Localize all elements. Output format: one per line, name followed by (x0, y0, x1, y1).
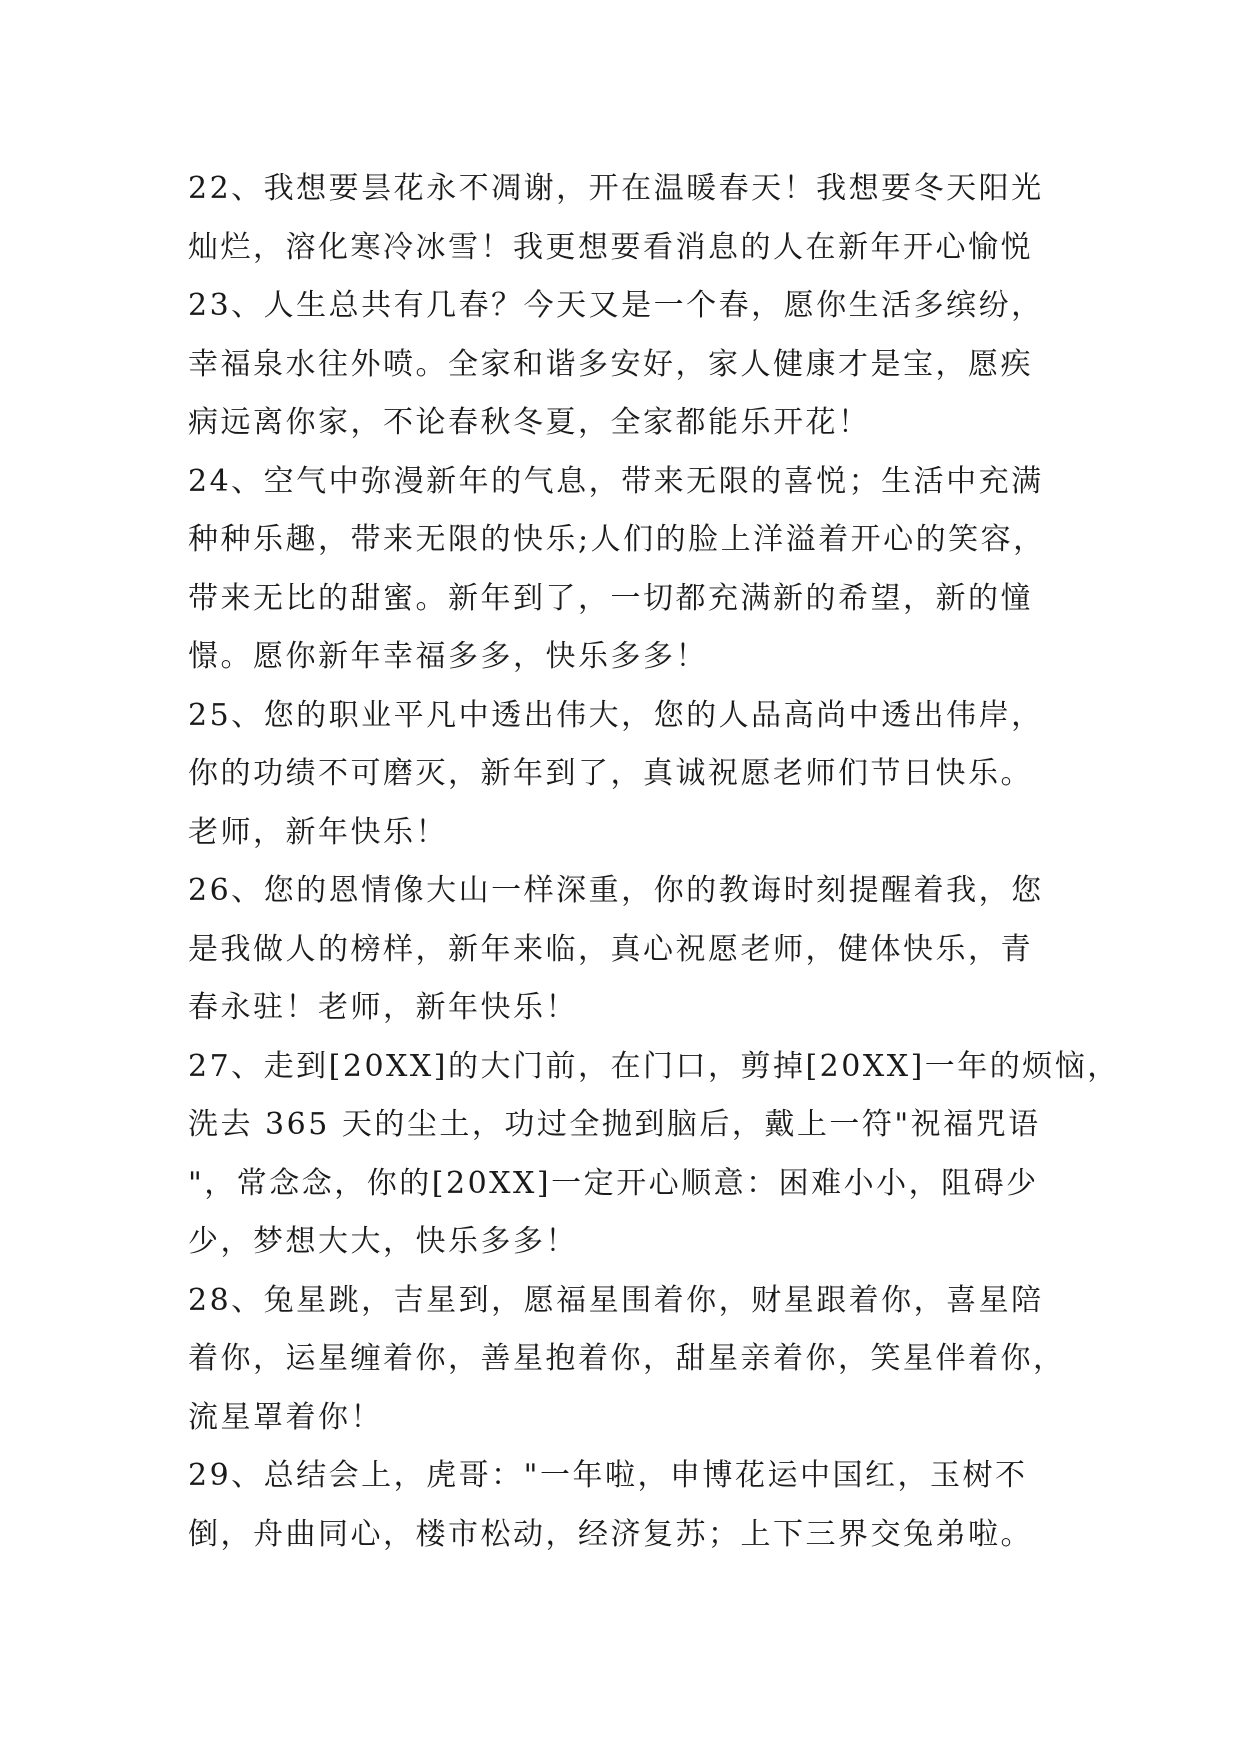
text-line: 28、兔星跳，吉星到，愿福星围着你，财星跟着你，喜星陪 (188, 1282, 1044, 1318)
text-line: 是我做人的榜样，新年来临，真心祝愿老师，健体快乐，青 (188, 931, 1033, 967)
text-line: 灿烂，溶化寒冷冰雪！我更想要看消息的人在新年开心愉悦 (188, 229, 1033, 265)
text-line: 少，梦想大大，快乐多多！ (188, 1224, 578, 1259)
text-line: 病远离你家，不论春秋冬夏，全家都能乐开花！ (188, 405, 871, 440)
text-line: 洗去 365 天的尘土，功过全抛到脑后，戴上一符"祝福咒语 (188, 1107, 1041, 1142)
text-line: 幸福泉水往外喷。全家和谐多安好，家人健康才是宝，愿疾 (188, 346, 1033, 382)
text-line: 憬。愿你新年幸福多多，快乐多多！ (188, 639, 708, 674)
text-line: 春永驻！老师，新年快乐！ (188, 990, 578, 1025)
text-line: 流星罩着你！ (188, 1399, 383, 1435)
text-line: 25、您的职业平凡中透出伟大，您的人品高尚中透出伟岸， (188, 697, 1044, 733)
text-line: 26、您的恩情像大山一样深重，你的教诲时刻提醒着我，您 (188, 873, 1044, 908)
text-line: 23、人生总共有几春？今天又是一个春，愿你生活多缤纷， (188, 288, 1044, 323)
text-line: 27、走到[20XX]的大门前，在门口，剪掉[20XX]一年的烦恼， (188, 1048, 1120, 1084)
text-line: 着你，运星缠着你，善星抱着你，甜星亲着你，笑星伴着你， (188, 1341, 1066, 1376)
text-line: "，常念念，你的[20XX]一定开心顺意：困难小小，阻碍少 (188, 1165, 1039, 1201)
text-line: 老师，新年快乐！ (188, 814, 448, 850)
text-line: 29、总结会上，虎哥："一年啦，申博花运中国红，玉树不 (188, 1458, 1028, 1493)
text-line: 带来无比的甜蜜。新年到了，一切都充满新的希望，新的憧 (188, 580, 1033, 616)
text-line: 你的功绩不可磨灭，新年到了，真诚祝愿老师们节日快乐。 (188, 756, 1033, 791)
text-line: 24、空气中弥漫新年的气息，带来无限的喜悦；生活中充满 (188, 463, 1044, 499)
text-line: 22、我想要昙花永不凋谢，开在温暖春天！我想要冬天阳光 (188, 171, 1044, 206)
text-line: 倒，舟曲同心，楼市松动，经济复苏；上下三界交兔弟啦。 (188, 1516, 1033, 1552)
document-body (188, 160, 1120, 1564)
text-line: 种种乐趣，带来无限的快乐;人们的脸上洋溢着开心的笑容， (188, 522, 1046, 557)
